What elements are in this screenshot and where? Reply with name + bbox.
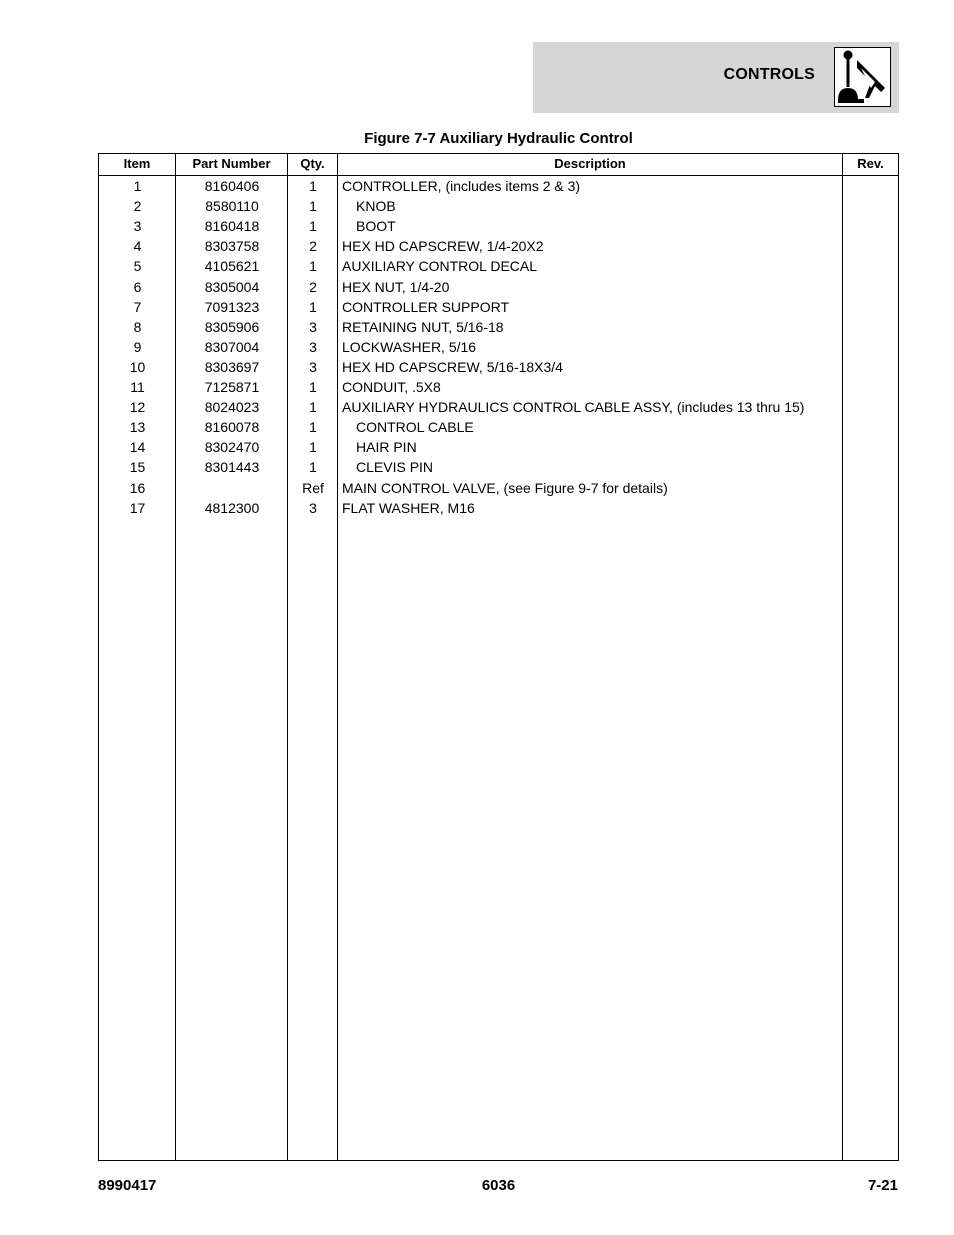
- column-header-description: Description: [554, 156, 626, 171]
- part-number-cell: [176, 478, 288, 498]
- table-row: [99, 297, 898, 317]
- part-number-cell: 4105621: [204, 258, 260, 275]
- section-header: [533, 42, 899, 113]
- description-cell: KNOB: [356, 198, 396, 215]
- qty-cell: 1: [309, 459, 317, 476]
- description-cell: CONTROLLER, (includes items 2 & 3): [342, 178, 581, 194]
- table-row: [99, 357, 898, 377]
- joystick-control-icon: [834, 47, 891, 107]
- description-cell: CONDUIT, .5X8: [342, 379, 441, 395]
- description-cell: CONTROL CABLE: [356, 419, 474, 436]
- part-number-cell: 8160418: [204, 218, 260, 235]
- description-cell: HEX NUT, 1/4-20: [342, 278, 450, 295]
- qty-cell: 1: [309, 419, 317, 436]
- item-cell: 2: [133, 198, 142, 215]
- column-header-qty: Qty.: [300, 156, 325, 171]
- description-cell: LOCKWASHER, 5/16: [342, 338, 477, 355]
- part-number-cell: 8307004: [204, 338, 260, 355]
- qty-cell: 1: [309, 178, 317, 194]
- figure-title: Figure 7-7 Auxiliary Hydraulic Control: [364, 130, 633, 147]
- item-cell: 8: [133, 318, 142, 335]
- description-cell: HEX HD CAPSCREW, 1/4-20X2: [342, 238, 544, 255]
- description-cell: AUXILIARY HYDRAULICS CONTROL CABLE ASSY, (includes 13 thru 15): [342, 399, 805, 416]
- description-cell: MAIN CONTROL VALVE, (see Figure 9-7 for details): [342, 479, 668, 496]
- description-cell: CONTROLLER SUPPORT: [342, 298, 509, 315]
- column-header-item: Item: [123, 156, 151, 171]
- qty-cell: 3: [309, 499, 317, 516]
- part-number-cell: 8580110: [205, 198, 259, 215]
- part-number-cell: 8303758: [204, 238, 260, 255]
- table-row: [99, 236, 898, 256]
- item-cell: 6: [133, 278, 142, 295]
- qty-cell: 3: [309, 318, 317, 335]
- qty-cell: 2: [309, 238, 317, 255]
- item-cell: 15: [129, 459, 146, 476]
- table-row: [99, 478, 898, 498]
- table-row: [99, 196, 898, 216]
- table-row: [99, 317, 898, 337]
- description-cell: CLEVIS PIN: [356, 459, 434, 476]
- part-number-cell: 4812300: [204, 499, 260, 516]
- column-header-part-number: Part Number: [192, 156, 271, 171]
- item-cell: 12: [129, 399, 146, 416]
- description-cell: HEX HD CAPSCREW, 5/16-18X3/4: [342, 358, 563, 375]
- item-cell: 17: [129, 499, 146, 516]
- table-row: [99, 437, 898, 457]
- parts-table: [98, 153, 899, 1161]
- part-number-cell: 8160406: [204, 178, 260, 194]
- footer-model-number: 6036: [481, 1177, 516, 1194]
- item-cell: 11: [130, 379, 145, 395]
- part-number-cell: 8302470: [204, 439, 260, 456]
- item-cell: 7: [133, 298, 142, 315]
- table-row: [99, 176, 898, 196]
- part-number-cell: 8024023: [204, 399, 260, 416]
- qty-cell: 1: [309, 439, 317, 456]
- part-number-cell: 8305906: [204, 318, 260, 335]
- item-cell: 14: [129, 439, 146, 456]
- table-row: [99, 377, 898, 397]
- table-row: [99, 397, 898, 417]
- table-row: [99, 256, 898, 276]
- item-cell: 9: [133, 338, 142, 355]
- qty-cell: 3: [309, 358, 317, 375]
- table-row: [99, 216, 898, 236]
- qty-cell: 1: [309, 298, 317, 315]
- qty-cell: 1: [309, 379, 317, 395]
- qty-cell: 1: [309, 399, 317, 416]
- column-header-rev: Rev.: [857, 156, 884, 171]
- qty-cell: 1: [309, 218, 317, 235]
- qty-cell: 2: [309, 278, 317, 295]
- qty-cell: 1: [309, 258, 317, 275]
- item-cell: 5: [133, 258, 142, 275]
- part-number-cell: 7091323: [204, 298, 260, 315]
- part-number-cell: 8301443: [204, 459, 260, 476]
- description-cell: AUXILIARY CONTROL DECAL: [342, 258, 538, 275]
- description-cell: RETAINING NUT, 5/16-18: [342, 318, 504, 335]
- table-row: [99, 277, 898, 297]
- item-cell: 3: [133, 218, 142, 235]
- part-number-cell: 8160078: [204, 419, 260, 436]
- description-cell: HAIR PIN: [356, 439, 417, 456]
- qty-cell: 1: [309, 198, 317, 215]
- qty-cell: 3: [309, 338, 317, 355]
- qty-cell: Ref: [302, 479, 324, 496]
- description-cell: BOOT: [356, 218, 396, 235]
- item-cell: 10: [129, 358, 146, 375]
- item-cell: 1: [133, 178, 142, 194]
- description-cell: FLAT WASHER, M16: [342, 499, 475, 516]
- part-number-cell: 7125871: [204, 379, 260, 395]
- part-number-cell: 8305004: [204, 278, 260, 295]
- table-header-row: [99, 154, 898, 176]
- footer-page-number: 7-21: [867, 1177, 898, 1194]
- table-row: [99, 417, 898, 437]
- item-cell: 4: [133, 238, 142, 255]
- table-row: [99, 337, 898, 357]
- footer-document-number: 8990417: [98, 1177, 157, 1194]
- part-number-cell: 8303697: [204, 358, 260, 375]
- item-cell: 16: [129, 479, 146, 496]
- section-title: CONTROLS: [723, 66, 815, 83]
- table-row: [99, 498, 898, 518]
- item-cell: 13: [129, 419, 146, 436]
- table-row: [99, 457, 898, 477]
